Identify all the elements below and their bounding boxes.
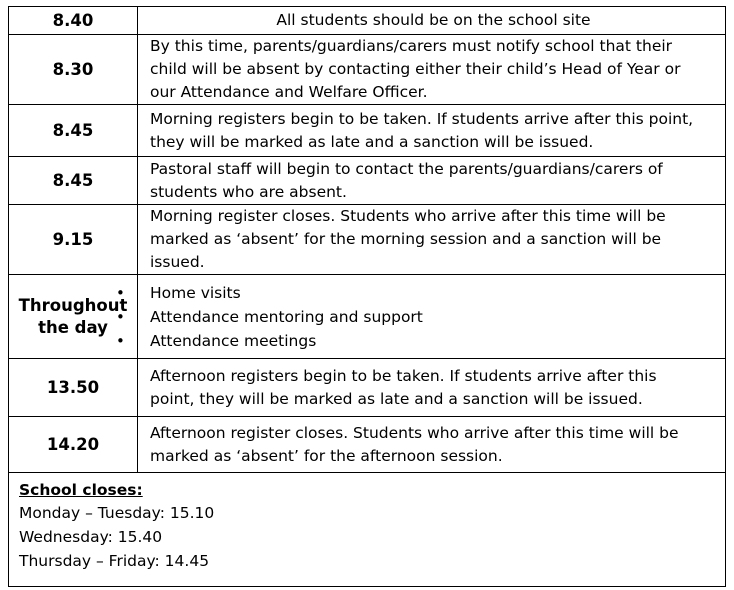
school-closes-heading: School closes: xyxy=(19,481,143,499)
description-line: marked as ‘absent’ for the afternoon session. xyxy=(150,446,503,465)
attendance-timetable xyxy=(8,6,726,587)
description-cell xyxy=(138,359,726,417)
description-cell xyxy=(138,275,726,359)
list-item: • Thursday – Friday: 14.45 xyxy=(19,549,715,573)
time-cell: 8.45 xyxy=(9,105,138,157)
time-cell: 8.30 xyxy=(9,35,138,105)
time-cell: 9.15 xyxy=(9,205,138,275)
description-line: our Attendance and Welfare Officer. xyxy=(150,83,428,101)
description-line: child will be absent by contacting either their child’s Head of Year or xyxy=(150,60,681,78)
description-line: Afternoon register closes. Students who arrive after this time will be xyxy=(150,423,679,442)
time-line: Throughout xyxy=(18,295,128,315)
description-line: Morning register closes. Students who arrive after this time will be xyxy=(150,207,666,225)
time-line: the day xyxy=(38,317,108,337)
time-cell: 8.45 xyxy=(9,157,138,205)
table-row xyxy=(9,105,726,157)
description-line: students who are absent. xyxy=(150,182,347,201)
description-cell: All students should be on the school site xyxy=(138,7,726,35)
table-row xyxy=(9,275,726,359)
table-row xyxy=(9,35,726,105)
time-cell: 13.50 xyxy=(9,359,138,417)
description-line: Afternoon registers begin to be taken. If students arrive after this xyxy=(150,366,657,385)
table-row xyxy=(9,359,726,417)
list-item: • Attendance mentoring and support xyxy=(150,305,717,329)
table-row xyxy=(9,7,726,35)
table-row xyxy=(9,205,726,275)
time-cell: 14.20 xyxy=(9,417,138,473)
school-closes-cell xyxy=(9,473,726,587)
time-cell: 8.40 xyxy=(9,7,138,35)
description-line: marked as ‘absent’ for the morning session and a sanction will be xyxy=(150,230,662,248)
list-item: • Monday – Tuesday: 15.10 xyxy=(19,501,715,525)
table-row xyxy=(9,473,726,587)
description-cell xyxy=(138,417,726,473)
description-cell xyxy=(138,105,726,157)
list-item: • Wednesday: 15.40 xyxy=(19,525,715,549)
description-line: By this time, parents/guardians/carers must notify school that their xyxy=(150,37,673,55)
description-cell xyxy=(138,157,726,205)
closing-times-list xyxy=(19,501,715,573)
description-cell xyxy=(138,205,726,275)
description-line: they will be marked as late and a sanction will be issued. xyxy=(150,132,594,151)
description-line: Pastoral staff will begin to contact the parents/guardians/carers of xyxy=(150,159,663,178)
list-item: • Attendance meetings xyxy=(150,329,717,353)
table-row xyxy=(9,157,726,205)
table-row xyxy=(9,417,726,473)
description-line: point, they will be marked as late and a sanction will be issued. xyxy=(150,389,643,408)
description-line: issued. xyxy=(150,253,205,271)
description-line: Morning registers begin to be taken. If students arrive after this point, xyxy=(150,109,694,128)
list-item: • Home visits xyxy=(150,281,717,305)
activity-list xyxy=(150,281,717,353)
description-cell xyxy=(138,35,726,105)
